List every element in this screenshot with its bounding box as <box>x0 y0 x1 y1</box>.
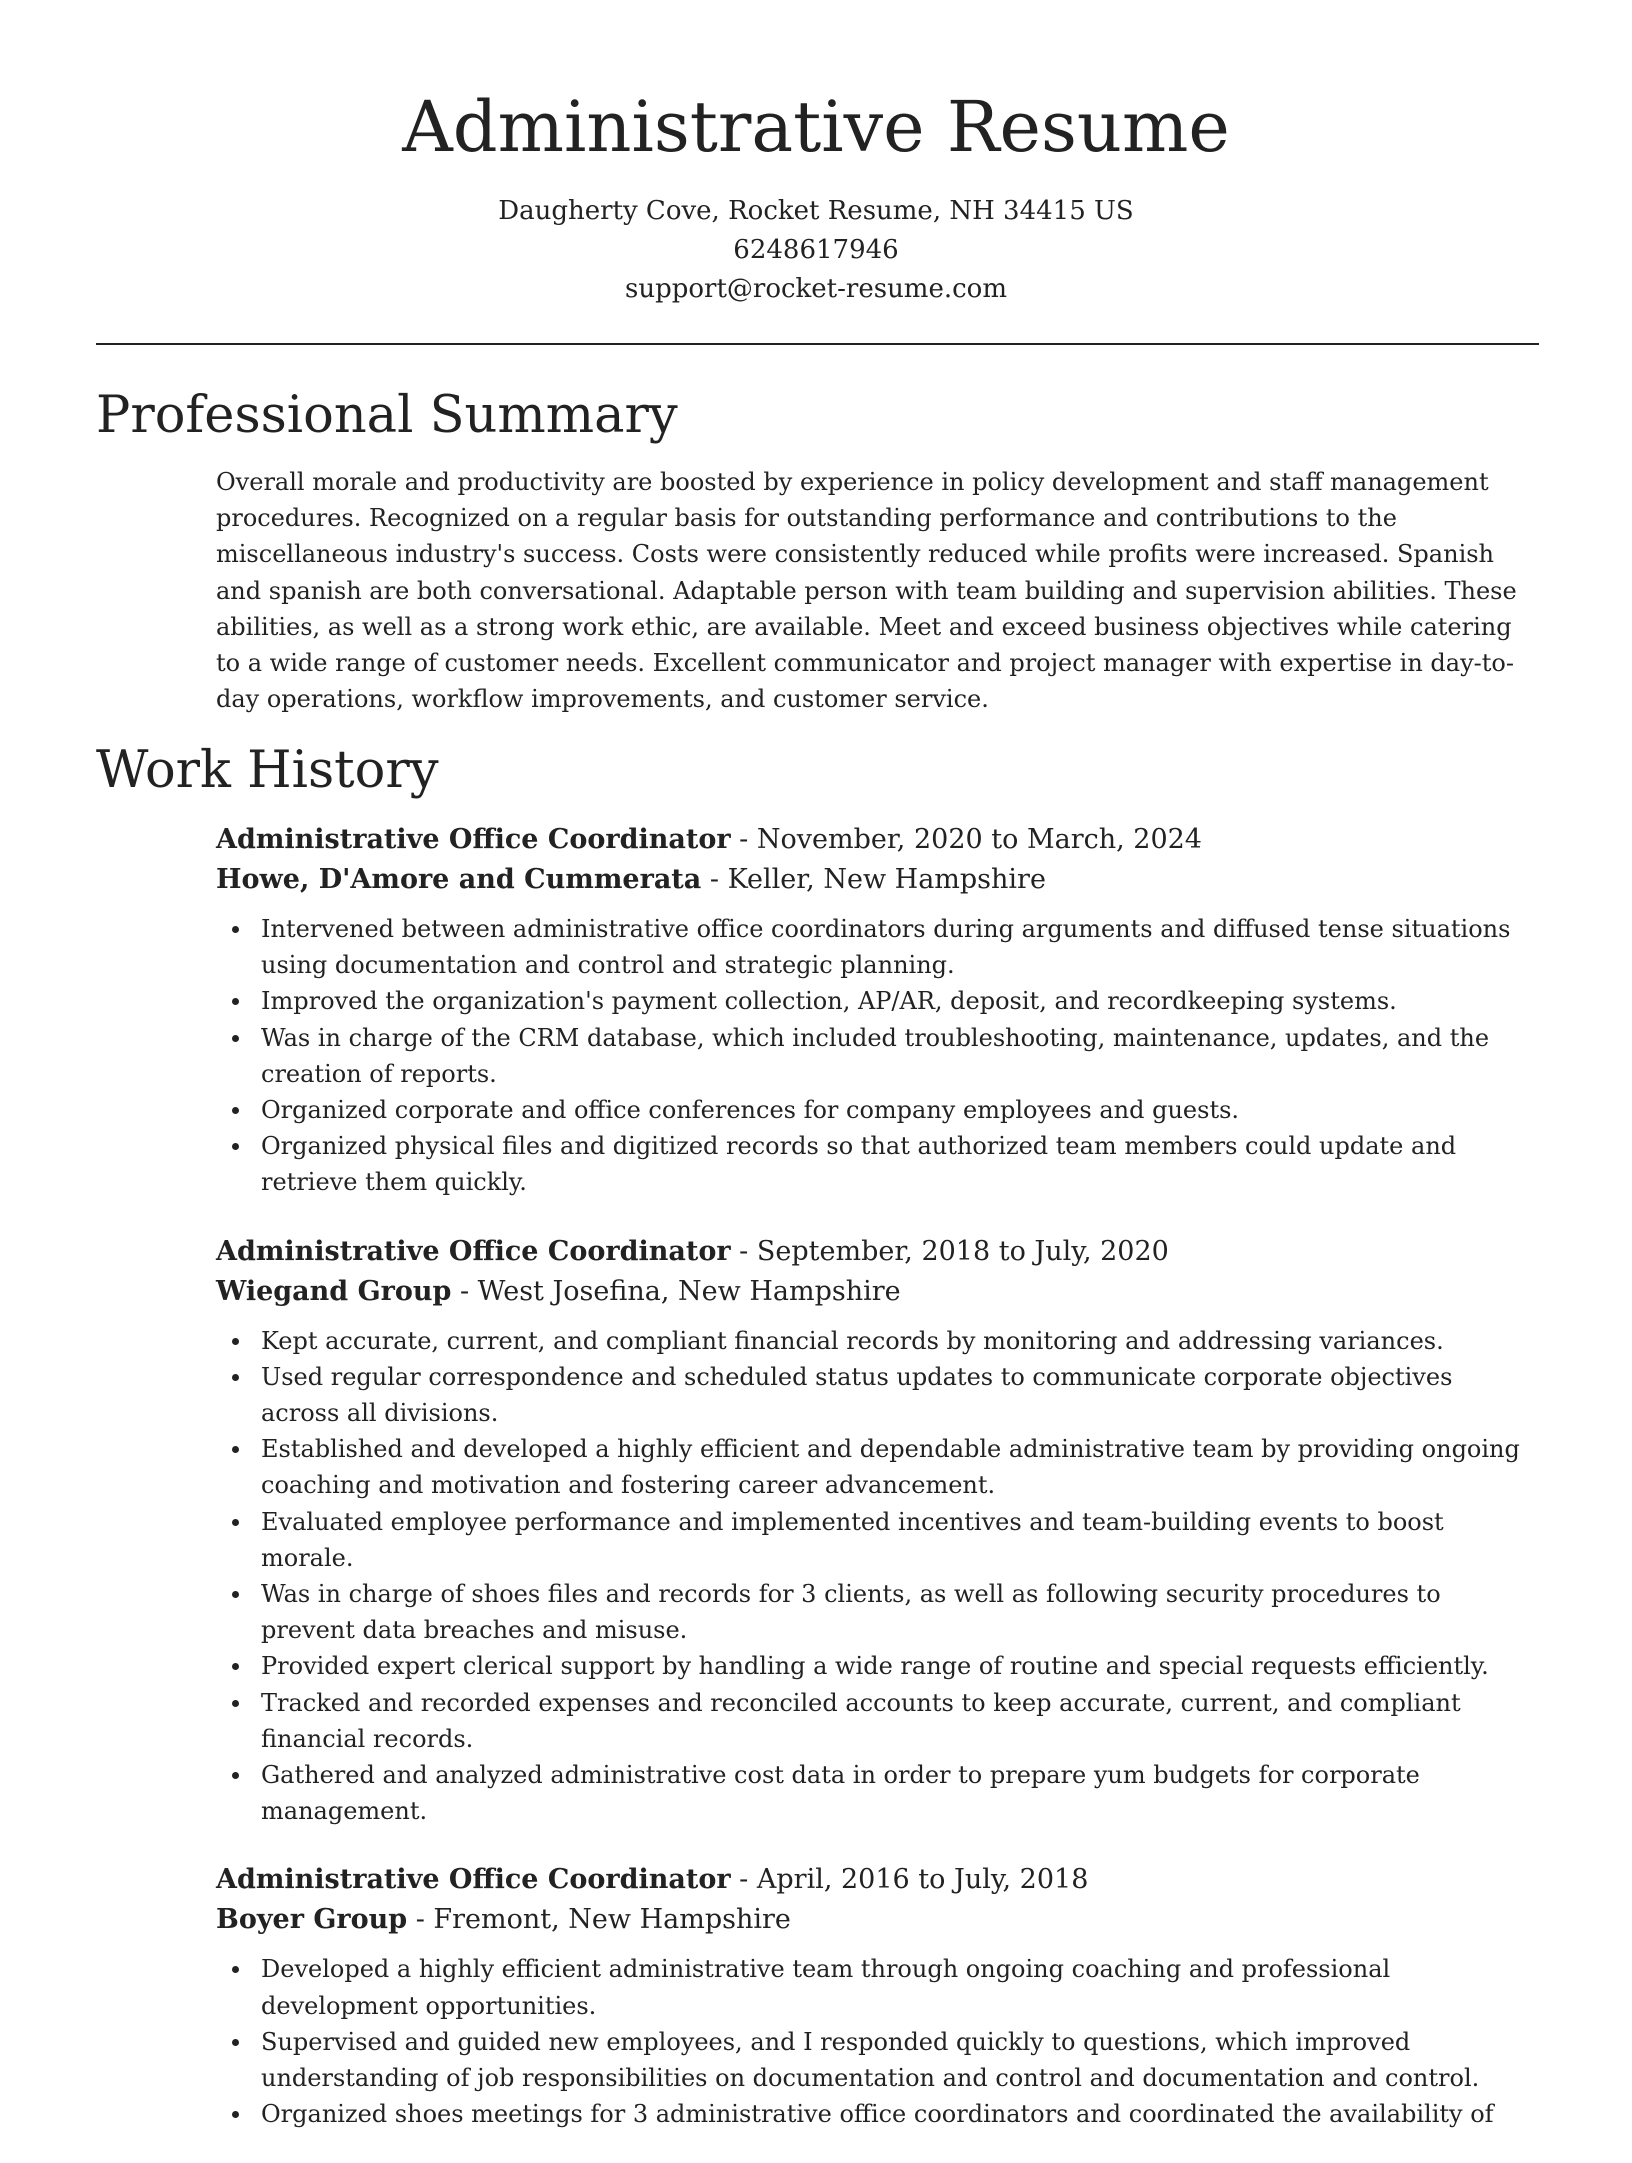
job-bullet: Organized physical files and digitized records so that authorized team members could update and retrieve them quickly. <box>216 1128 1538 1200</box>
job-bullet: Was in charge of the CRM database, which included troubleshooting, maintenance, updates, and the creation of reports. <box>216 1020 1538 1092</box>
job-title-line <box>216 820 1538 860</box>
job-bullet: Organized shoes meetings for 3 administrative office coordinators and coordinated the availability of <box>216 2096 1538 2132</box>
job-bullet: Gathered and analyzed administrative cost data in order to prepare yum budgets for corporate management. <box>216 1757 1538 1829</box>
job-bullet: Provided expert clerical support by handling a wide range of routine and special requests efficiently. <box>216 1648 1538 1684</box>
job-bullet: Was in charge of shoes files and records for 3 clients, as well as following security procedures to prevent data breaches and misuse. <box>216 1576 1538 1648</box>
job-bullet: Intervened between administrative office coordinators during arguments and diffused tense situations using documentation and control and strategic planning. <box>216 911 1538 983</box>
job-entry <box>216 1232 1538 1830</box>
job-title: Administrative Office Coordinator <box>216 1864 731 1896</box>
job-bullets <box>216 1951 1538 2132</box>
job-bullets <box>216 911 1538 1201</box>
job-company: Howe, D'Amore and Cummerata <box>216 864 702 895</box>
job-bullet: Organized corporate and office conferences for company employees and guests. <box>216 1092 1538 1128</box>
job-company: Boyer Group <box>216 1904 408 1936</box>
job-bullet: Kept accurate, current, and compliant financial records by monitoring and addressing variances. <box>216 1323 1538 1359</box>
job-bullet: Improved the organization's payment collection, AP/AR, deposit, and recordkeeping systems. <box>216 983 1538 1019</box>
job-company: Wiegand Group <box>216 1275 452 1307</box>
job-company-line <box>216 1900 1538 1940</box>
contact-block <box>0 192 1632 309</box>
job-bullet: Evaluated employee performance and implemented incentives and team-building events to boost morale. <box>216 1504 1538 1576</box>
job-bullet: Established and developed a highly efficient and dependable administrative team by providing ongoing coaching and motivation and fostering career advancement. <box>216 1431 1538 1503</box>
job-bullets <box>216 1323 1538 1830</box>
job-title: Administrative Office Coordinator <box>216 1235 731 1267</box>
header-divider <box>96 343 1539 345</box>
job-title: Administrative Office Coordinator <box>216 824 731 855</box>
job-bullet: Used regular correspondence and scheduled status updates to communicate corporate objectives across all divisions. <box>216 1359 1538 1431</box>
summary-text: Overall morale and productivity are boosted by experience in policy development and staff management procedures. Recognized on a regular basis for outstanding performance and contributions to the miscellaneous industry's success. Costs were consistently reduced while profits were increased. Spanish and spanish are both conversational. Adaptable person with team building and supervision abilities. These abilities, as well as a strong work ethic, are available. Meet and exceed business objectives while catering to a wide range of customer needs. Excellent communicator and project manager with expertise in day-to-day operations, workflow improvements, and customer service. <box>216 468 1517 714</box>
resume-title: Administrative Resume <box>402 86 1230 168</box>
job-title-line <box>216 1860 1538 1900</box>
job-location: - Fremont, New Hampshire <box>407 1904 791 1936</box>
job-bullet: Supervised and guided new employees, and I responded quickly to questions, which improved understanding of job responsibilities on documentation and control and documentation and control. <box>216 2024 1538 2096</box>
section-heading-summary: Professional Summary <box>96 386 678 445</box>
job-dates: - November, 2020 to March, 2024 <box>730 824 1202 855</box>
job-entry <box>216 1860 1538 2132</box>
job-location: - Keller, New Hampshire <box>701 864 1046 895</box>
job-bullet: Tracked and recorded expenses and reconciled accounts to keep accurate, current, and compliant financial records. <box>216 1685 1538 1757</box>
contact-phone: 6248617946 <box>733 235 899 265</box>
job-entry <box>216 820 1538 1201</box>
section-heading-work-history: Work History <box>96 741 439 800</box>
job-bullet: Developed a highly efficient administrative team through ongoing coaching and professional development opportunities. <box>216 1951 1538 2023</box>
job-location: - West Josefina, New Hampshire <box>451 1275 901 1307</box>
work-history-list <box>216 820 1538 2163</box>
job-company-line <box>216 860 1538 900</box>
job-company-line <box>216 1272 1538 1312</box>
job-dates: - April, 2016 to July, 2018 <box>730 1864 1089 1896</box>
contact-address: Daugherty Cove, Rocket Resume, NH 34415 US <box>498 196 1134 226</box>
job-title-line <box>216 1232 1538 1272</box>
contact-email: support@rocket-resume.com <box>624 274 1007 304</box>
job-dates: - September, 2018 to July, 2020 <box>730 1235 1169 1267</box>
